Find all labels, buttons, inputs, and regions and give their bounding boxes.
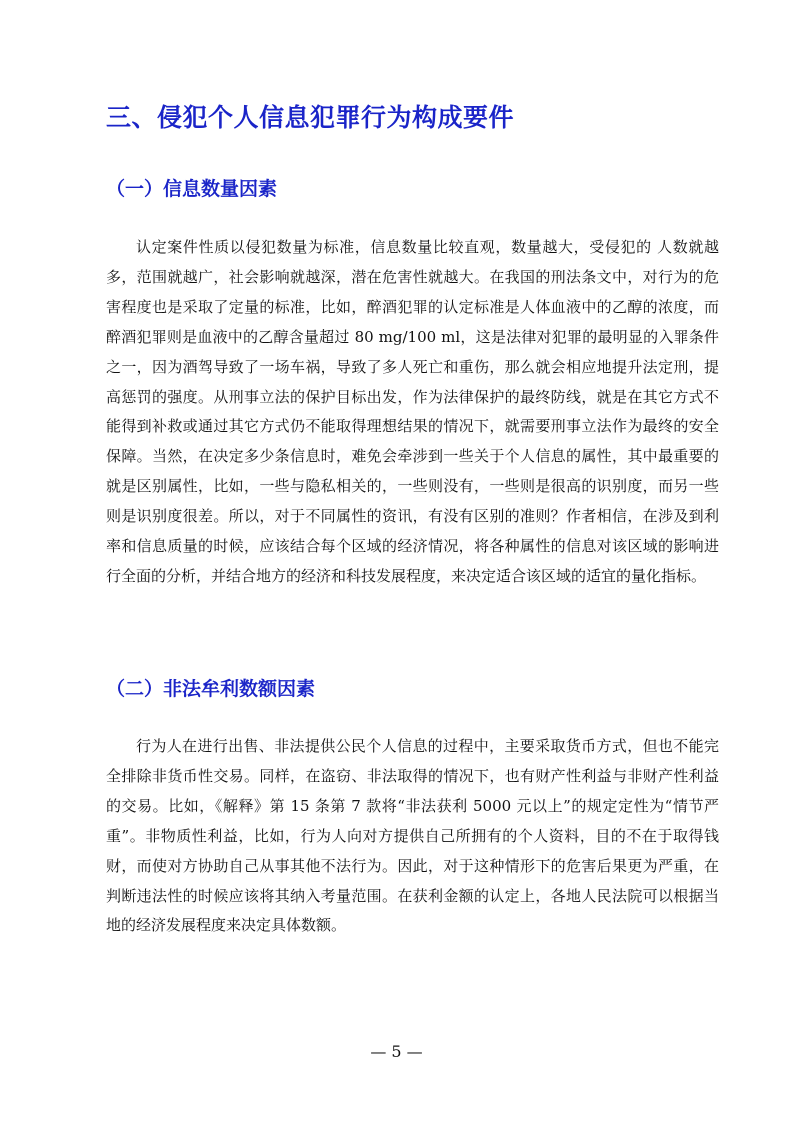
section-paragraph-info-quantity: 认定案件性质以侵犯数量为标准，信息数量比较直观，数量越大，受侵犯的 人数就越多，范围就越广，社会影响就越深，潜在危害性就越大。在我国的刑法条文中，对行为的危害程度也是采取了定量的标准，比如，醉酒犯罪的认定标准是人体血液中的乙醇的浓度，而醉酒犯罪则是血液中的乙醇含量超过 80 mg/100 ml，这是法律对犯罪的最明显的入罪条件之一，因为酒驾导致了一场车祸，导致了多人死亡和重伤，那么就会相应地提升法定刑，提高惩罚的强度。从刑事立法的保护目标出发，作为法律保护的最终防线，就是在其它方式不能得到补救或通过其它方式仍不能取得理想结果的情况下，就需要刑事立法作为最终的安全保障。当然，在决定多少条信息时，难免会牵涉到一些关于个人信息的属性，其中最重要的就是区别属性，比如，一些与隐私相关的，一些则没有，一些则是很高的识别度，而另一些则是识别度很差。所以，对于不同属性的资讯，有没有区别的准则？作者相信，在涉及到利率和信息质量的时候，应该结合每个区域的经济情况，将各种属性的信息对该区域的影响进行全面的分析，并结合地方的经济和科技发展程度，来决定适合该区域的适宜的量化指标。 (106, 238, 719, 585)
section-paragraph-illegal-profit: 行为人在进行出售、非法提供公民个人信息的过程中，主要采取货币方式，但也不能完全排除非货币性交易。同样，在盗窃、非法取得的情况下，也有财产性利益与非财产性利益的交易。比如，《解释》第 15 条第 7 款将“非法获利 5000 元以上”的规定定性为“情节严重”。非物质性利益，比如，行为人向对方提供自己所拥有的个人资料，目的不在于取得钱财，而使对方协助自己从事其他不法行为。因此，对于这种情形下的危害后果更为严重，在判断违法性的时候应该将其纳入考量范围。在获利金额的认定上，各地人民法院可以根据当地的经济发展程度来决定具体数额。 (106, 737, 719, 935)
page-title: 三、侵犯个人信息犯罪行为构成要件 (106, 103, 515, 132)
page-number: — 5 — (370, 1042, 423, 1061)
section-heading-info-quantity: （一）信息数量因素 (106, 178, 278, 200)
section-heading-illegal-profit: （二）非法牟利数额因素 (106, 678, 316, 700)
